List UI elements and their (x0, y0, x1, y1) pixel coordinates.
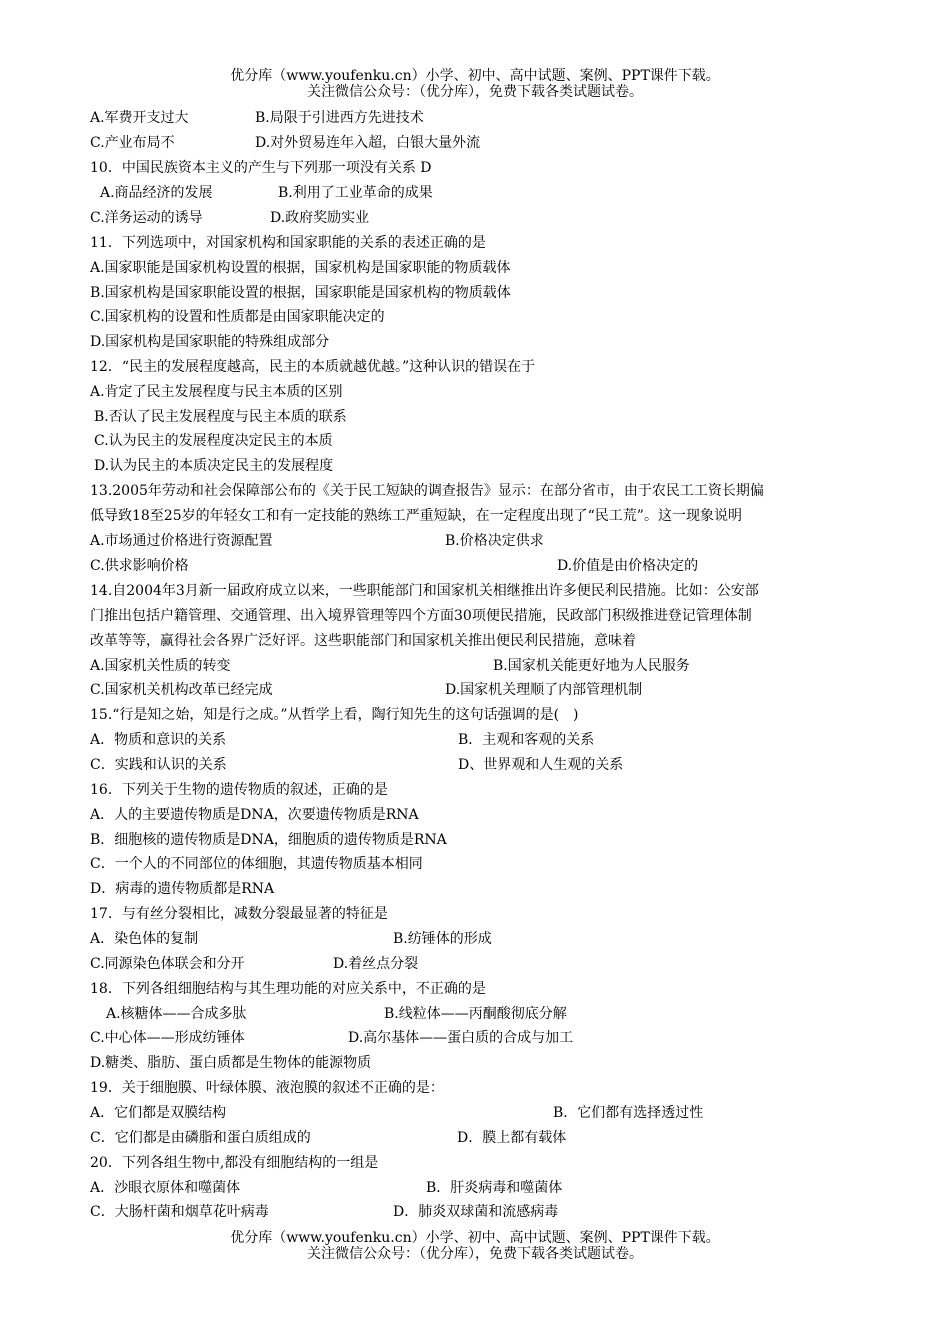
q9-option-b: B.局限于引进西方先进技术 (255, 110, 424, 126)
q9-option-c: C.产业布局不 (90, 135, 175, 151)
q15-option-b: B．主观和客观的关系 (458, 732, 595, 748)
q20-stem: 20．下列各组生物中,都没有细胞结构的一组是 (90, 1155, 379, 1171)
q19-stem: 19．关于细胞膜、叶绿体膜、液泡膜的叙述不正确的是： (90, 1080, 444, 1096)
q19-option-a: A．它们都是双膜结构 (90, 1105, 227, 1121)
q18-option-d: D.高尔基体——蛋白质的合成与加工 (348, 1030, 574, 1046)
q20-option-b: B．肝炎病毒和噬菌体 (426, 1180, 563, 1196)
q10-option-d: D.政府奖励实业 (270, 210, 370, 226)
q13-stem-line-2: 低导致18至25岁的年轻女工和有一定技能的熟练工严重短缺，在一定程度出现了“民工荒”。这一现象说明 (90, 508, 742, 524)
q9-option-d: D.对外贸易连年入超，白银大量外流 (255, 135, 481, 151)
q18-stem: 18．下列各组细胞结构与其生理功能的对应关系中，不正确的是 (90, 981, 486, 997)
q13-option-d: D.价值是由价格决定的 (557, 558, 699, 574)
q15-stem: 15.“行是知之始，知是行之成。”从哲学上看，陶行知先生的这句话强调的是( ) (90, 707, 579, 723)
q18-option-a: A.核糖体——合成多肽 (106, 1006, 247, 1022)
q20-option-d: D．肺炎双球菌和流感病毒 (393, 1204, 559, 1220)
q14-option-a: A.国家机关性质的转变 (90, 658, 231, 674)
q14-option-d: D.国家机关理顺了内部管理机制 (445, 682, 643, 698)
q19-option-b: B．它们都有选择透过性 (553, 1105, 704, 1121)
q12-option-c: C.认为民主的发展程度决定民主的本质 (94, 433, 333, 449)
q17-option-c: C.同源染色体联会和分开 (90, 956, 245, 972)
q10-option-c: C.洋务运动的诱导 (90, 210, 203, 226)
q14-option-b: B.国家机关能更好地为人民服务 (493, 658, 690, 674)
q18-option-extra: D.糖类、脂肪、蛋白质都是生物体的能源物质 (90, 1055, 372, 1071)
q19-option-d: D．膜上都有载体 (457, 1130, 567, 1146)
q17-option-b: B.纺锤体的形成 (393, 931, 492, 947)
q11-option-a: A.国家职能是国家机构设置的根据，国家机构是国家职能的物质载体 (90, 260, 511, 276)
q18-option-b: B.线粒体——丙酮酸彻底分解 (384, 1006, 567, 1022)
q16-option-b: B．细胞核的遗传物质是DNA，细胞质的遗传物质是RNA (90, 832, 447, 848)
q13-option-c: C.供求影响价格 (90, 558, 189, 574)
q10-stem: 10．中国民族资本主义的产生与下列那一项没有关系 D (90, 160, 432, 176)
q14-stem-line-1: 14.自2004年3月新一届政府成立以来，一些职能部门和国家机关相继推出许多便民利民措施。比如：公安部 (90, 583, 759, 599)
q10-option-b: B.利用了工业革命的成果 (278, 185, 433, 201)
q12-option-b: B.否认了民主发展程度与民主本质的联系 (94, 409, 347, 425)
q12-stem: 12．“民主的发展程度越高，民主的本质就越优越。”这种认识的错误在于 (90, 359, 536, 375)
q11-stem: 11．下列选项中，对国家机构和国家职能的关系的表述正确的是 (90, 235, 486, 251)
header-line-1: 优分库（www.youfenku.cn）小学、初中、高中试题、案例、PPT课件下载。 (230, 68, 720, 84)
q19-option-c: C．它们都是由磷脂和蛋白质组成的 (90, 1130, 311, 1146)
q16-option-d: D．病毒的遗传物质都是RNA (90, 881, 275, 897)
q16-option-c: C．一个人的不同部位的体细胞，其遗传物质基本相同 (90, 856, 423, 872)
q9-option-a: A.军费开支过大 (90, 110, 189, 126)
footer-line-1: 优分库（www.youfenku.cn）小学、初中、高中试题、案例、PPT课件下载。 (230, 1230, 720, 1246)
q14-option-c: C.国家机关机构改革已经完成 (90, 682, 273, 698)
q12-option-d: D.认为民主的本质决定民主的发展程度 (94, 458, 334, 474)
q16-stem: 16．下列关于生物的遗传物质的叙述，正确的是 (90, 782, 388, 798)
q15-option-a: A．物质和意识的关系 (90, 732, 227, 748)
q14-stem-line-2: 门推出包括户籍管理、交通管理、出入境界管理等四个方面30项便民措施，民政部门积级推进登记管理体制 (90, 608, 752, 624)
q12-option-a: A.肯定了民主发展程度与民主本质的区别 (90, 384, 343, 400)
q17-option-d: D.着丝点分裂 (333, 956, 419, 972)
q17-stem: 17．与有丝分裂相比，减数分裂最显著的特征是 (90, 906, 388, 922)
q15-option-d: D、世界观和人生观的关系 (458, 757, 624, 773)
q13-option-a: A.市场通过价格进行资源配置 (90, 533, 273, 549)
q10-option-a: A.商品经济的发展 (100, 185, 213, 201)
q20-option-a: A．沙眼衣原体和噬菌体 (90, 1180, 241, 1196)
q11-option-d: D.国家机构是国家职能的特殊组成部分 (90, 334, 330, 350)
q16-option-a: A．人的主要遗传物质是DNA，次要遗传物质是RNA (90, 807, 419, 823)
header-line-2: 关注微信公众号：（优分库），免费下载各类试题试卷。 (307, 84, 643, 100)
q14-stem-line-3: 改革等等，赢得社会各界广泛好评。这些职能部门和国家机关推出便民利民措施，意味着 (90, 633, 636, 649)
q18-option-c: C.中心体——形成纺锤体 (90, 1030, 245, 1046)
q15-option-c: C．实践和认识的关系 (90, 757, 227, 773)
q20-option-c: C．大肠杆菌和烟草花叶病毒 (90, 1204, 269, 1220)
q17-option-a: A．染色体的复制 (90, 931, 199, 947)
q13-option-b: B.价格决定供求 (445, 533, 544, 549)
q11-option-b: B.国家机构是国家职能设置的根据，国家职能是国家机构的物质载体 (90, 285, 511, 301)
footer-line-2: 关注微信公众号：（优分库），免费下载各类试题试卷。 (307, 1246, 643, 1262)
q13-stem-line-1: 13.2005年劳动和社会保障部公布的《关于民工短缺的调查报告》显示：在部分省市，由于农民工工资长期偏 (90, 483, 764, 499)
q11-option-c: C.国家机构的设置和性质都是由国家职能决定的 (90, 309, 385, 325)
